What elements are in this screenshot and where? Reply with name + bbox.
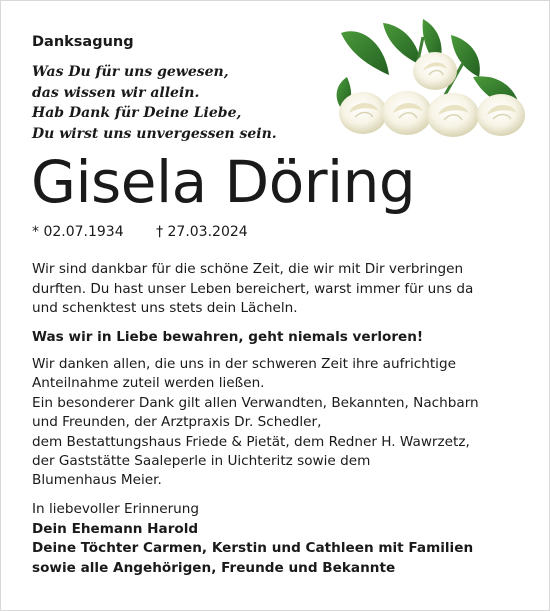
thanks-paragraph — [32, 355, 479, 491]
rose — [339, 92, 387, 134]
signature-line: Deine Töchter Carmen, Kerstin und Cathleen mit Familien — [32, 540, 474, 556]
notice-heading: Danksagung — [32, 34, 134, 50]
paragraph-line: Wir sind dankbar für die schöne Zeit, die wir mit Dir verbringen — [32, 261, 464, 277]
poem-line: Was Du für uns gewesen, — [32, 64, 229, 80]
memorial-poem — [32, 62, 277, 144]
paragraph-line: und schenktest uns stets dein Lächeln. — [32, 300, 298, 317]
life-dates — [32, 223, 248, 241]
thanks-line: und Freunden, der Arztpraxis Dr. Schedler, — [32, 414, 322, 431]
rose — [413, 52, 457, 90]
poem-line: Du wirst uns unvergessen sein. — [32, 125, 277, 142]
rose — [427, 93, 479, 137]
gratitude-paragraph — [32, 260, 532, 319]
closing-intro: In liebevoller Erinnerung — [32, 501, 200, 517]
motto: Was wir in Liebe bewahren, geht niemals verloren! — [32, 329, 424, 345]
thanks-line: Wir danken allen, die uns in der schweren Zeit ihre aufrichtige — [32, 356, 456, 372]
thanks-line: der Gaststätte Saaleperle in Uichteritz sowie dem — [32, 453, 371, 470]
white-roses-image — [323, 15, 533, 145]
deceased-name: Gisela Döring — [31, 148, 416, 216]
signature-line: Dein Ehemann Harold — [32, 520, 199, 537]
rose — [477, 94, 525, 136]
poem-line: Hab Dank für Deine Liebe, — [32, 105, 242, 121]
thanks-line: Blumenhaus Meier. — [32, 472, 162, 489]
signature-line: sowie alle Angehörigen, Freunde und Bekannte — [32, 559, 396, 576]
death-date: † 27.03.2024 — [156, 224, 248, 240]
rose — [382, 91, 432, 135]
closing-signature — [32, 500, 473, 578]
thanks-line: Ein besonderer Dank gilt allen Verwandten, Bekannten, Nachbarn — [32, 394, 479, 411]
thanks-line: dem Bestattungshaus Friede & Pietät, dem Redner H. Wawrzetz, — [32, 433, 470, 450]
paragraph-line: durften. Du hast unser Leben bereichert, warst immer für uns da — [32, 280, 474, 297]
birth-date: * 02.07.1934 — [32, 224, 124, 240]
poem-line: das wissen wir allein. — [32, 84, 200, 101]
thanks-line: Anteilnahme zuteil werden ließen. — [32, 375, 265, 392]
